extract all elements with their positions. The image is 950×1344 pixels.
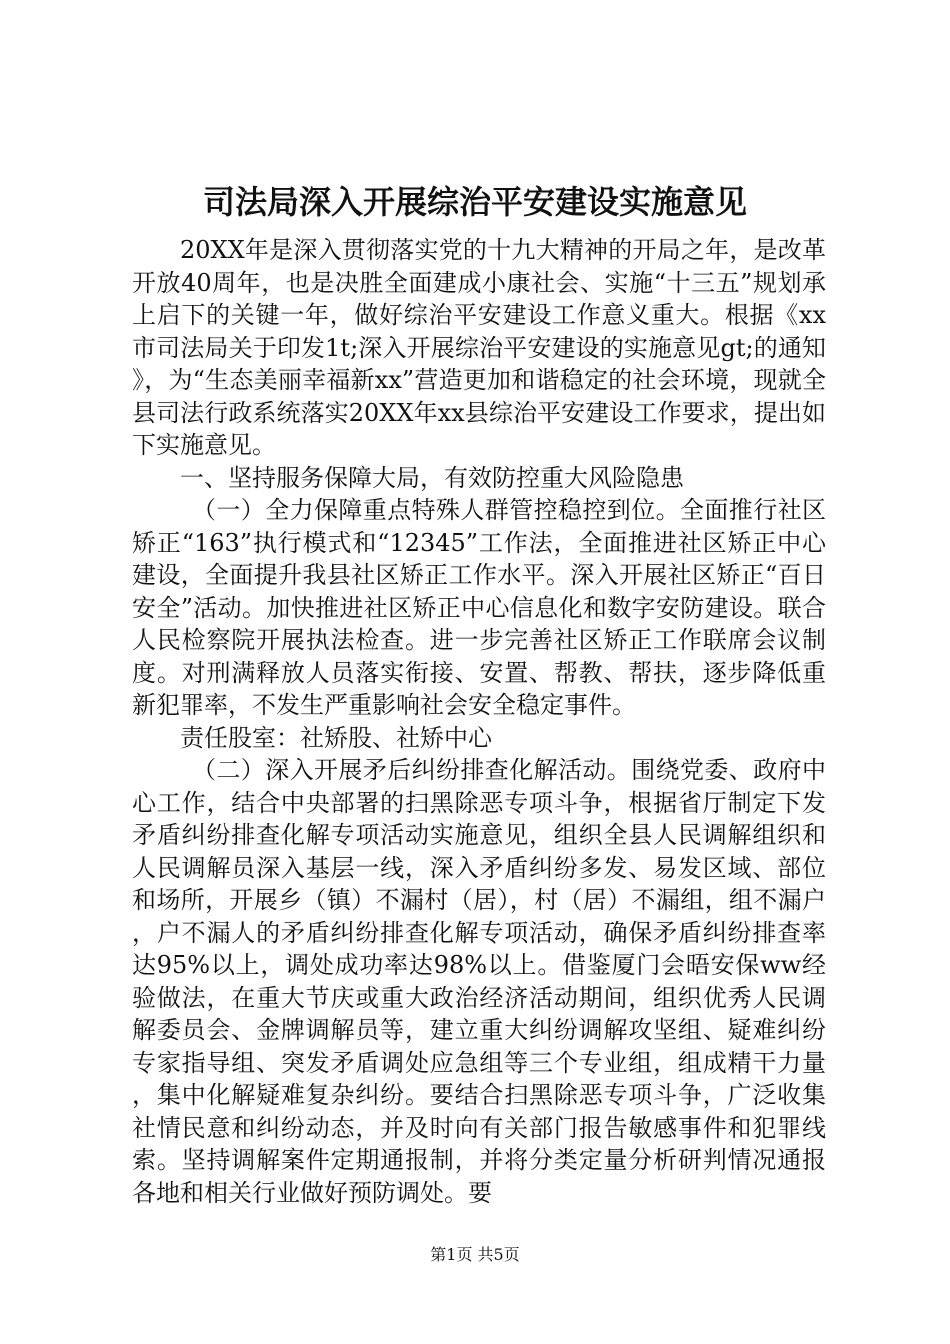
document-title: 司法局深入开展综治平安建设实施意见 xyxy=(202,183,747,221)
responsible-office-1: 责任股室：社矫股、社矫中心 xyxy=(180,723,492,752)
paragraph-intro: 20XX年是深入贯彻落实党的十九大精神的开局之年，是改革开放40周年，也是决胜全面建成小康社会、实施“十三五”规划承上启下的关键一年，做好综治平安建设工作意义重大。根据《xx市司法局关于印发1t;深入开展综治平安建设的实施意见gt;的通知》，为“生态美丽幸福新xx”营造更加和谐稳定的社会环境，现就全县司法行政系统落实20XX年xx县综治平安建设工作要求，提出如下实施意见。 xyxy=(132,236,826,459)
paragraph-item-1: （一）全力保障重点特殊人群管控稳控到位。全面推行社区矫正“163”执行模式和“12345”工作法，全面推进社区矫正中心建设，全面提升我县社区矫正工作水平。深入开展社区矫正“百日安全”活动。加快推进社区矫正中心信息化和数字安防建设。联合人民检察院开展执法检查。进一步完善社区矫正工作联席会议制度。对刑满释放人员落实衔接、安置、帮教、帮扶，逐步降低重新犯罪率，不发生严重影响社会安全稳定事件。 xyxy=(132,496,826,719)
section-heading-1: 一、坚持服务保障大局，有效防控重大风险隐患 xyxy=(180,463,684,492)
page-number: 第1页 共5页 xyxy=(430,1245,520,1264)
paragraph-item-2: （二）深入开展矛后纠纷排查化解活动。围绕党委、政府中心工作，结合中央部署的扫黑除恶专项斗争，根据省厅制定下发矛盾纠纷排查化解专项活动实施意见，组织全县人民调解组织和人民调解员深入基层一线，深入矛盾纠纷多发、易发区域、部位和场所，开展乡（镇）不漏村（居），村（居）不漏组，组不漏户，户不漏人的矛盾纠纷排查化解专项活动，确保矛盾纠纷排查率达95%以上，调处成功率达98%以上。借鉴厦门会晤安保ww经验做法，在重大节庆或重大政治经济活动期间，组织优秀人民调解委员会、金牌调解员等，建立重大纠纷调解攻坚组、疑难纠纷专家指导组、突发矛盾调处应急组等三个专业组，组成精干力量，集中化解疑难复杂纠纷。要结合扫黑除恶专项斗争，广泛收集社情民意和纠纷动态，并及时向有关部门报告敏感事件和犯罪线索。坚持调解案件定期通报制，并将分类定量分析研判情况通报各地和相关行业做好预防调处。要 xyxy=(132,756,826,1207)
document-body xyxy=(132,234,826,1209)
